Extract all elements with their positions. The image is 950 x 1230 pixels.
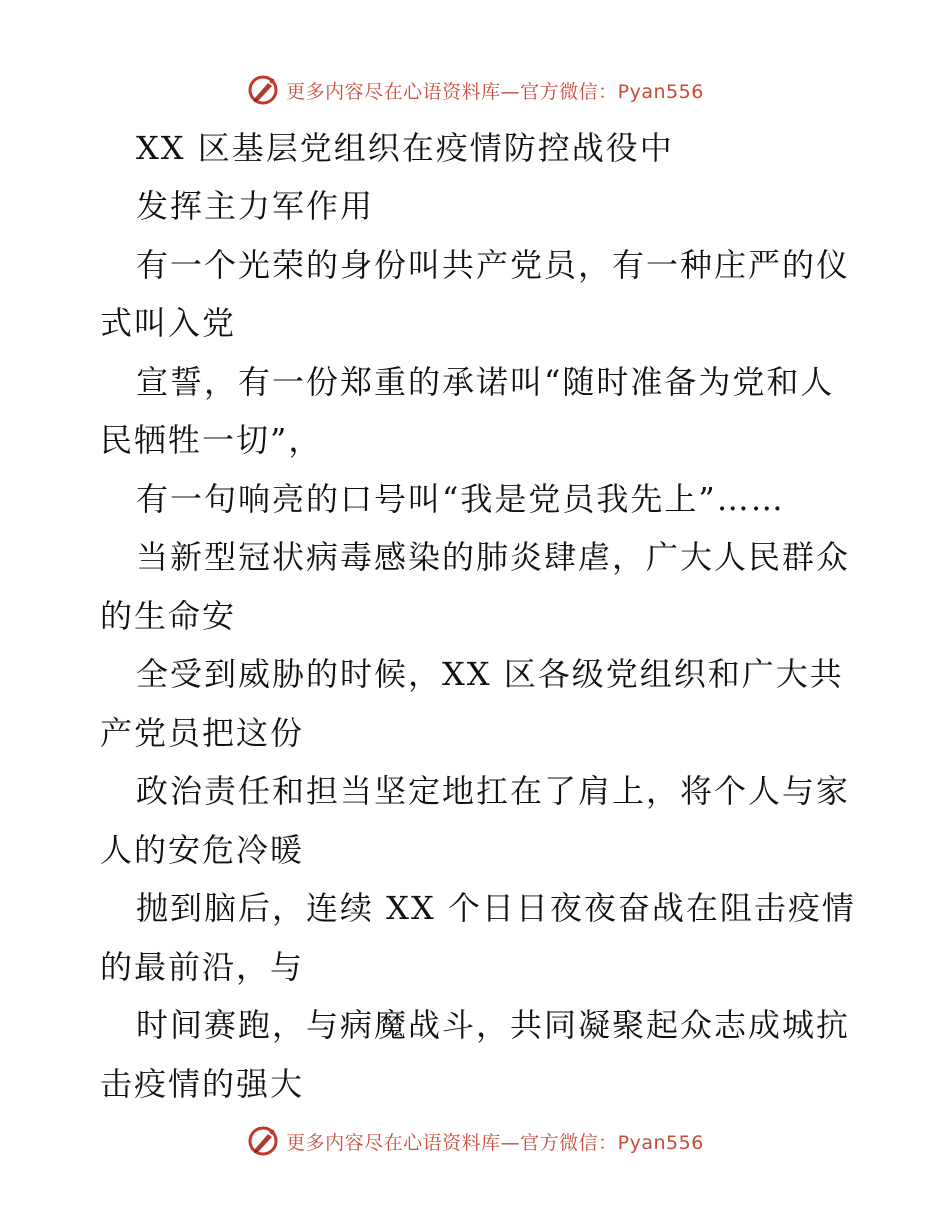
- pen-circle-logo-icon: [246, 73, 280, 107]
- paragraph-line: 时间赛跑，与病魔战斗，共同凝聚起众志成城抗: [136, 1006, 851, 1044]
- paragraph-line: 击疫情的强大: [100, 1065, 305, 1103]
- header-banner: [0, 70, 950, 110]
- paragraph-line: 产党员把这份: [100, 714, 305, 752]
- paragraph-line: 当新型冠状病毒感染的肺炎肆虐，广大人民群众: [136, 538, 851, 576]
- paragraph-line: 的最前沿，与: [100, 948, 305, 986]
- paragraph-line: 全受到威胁的时候，XX 区各级党组织和广大共: [136, 655, 844, 693]
- paragraph-line: 有一个光荣的身份叫共产党员，有一种庄严的仪: [136, 246, 851, 284]
- footer-banner: [0, 1121, 950, 1161]
- paragraph-line: 人的安危冷暖: [100, 831, 305, 869]
- paragraph-line: 式叫入党: [100, 304, 237, 342]
- paragraph-line: 宣誓，有一份郑重的承诺叫“随时准备为党和人: [136, 363, 835, 401]
- document-title-line-2: 发挥主力军作用: [136, 187, 375, 225]
- paragraph-line: 的生命安: [100, 597, 237, 635]
- paragraph-line: 政治责任和担当坚定地扛在了肩上，将个人与家: [136, 772, 851, 810]
- paragraph-line: 民牺牲一切”，: [100, 421, 323, 459]
- paragraph-line: 抛到脑后，连续 XX 个日日夜夜奋战在阻击疫情: [136, 889, 856, 927]
- document-title-line-1: XX 区基层党组织在疫情防控战役中: [136, 129, 674, 167]
- footer-banner-text: 更多内容尽在心语资料库—官方微信：Pyan556: [286, 1131, 704, 1154]
- header-banner-text: 更多内容尽在心语资料库—官方微信：Pyan556: [286, 80, 704, 103]
- paragraph-line: 有一句响亮的口号叫“我是党员我先上”……: [136, 480, 785, 518]
- pen-circle-logo-icon: [246, 1124, 280, 1158]
